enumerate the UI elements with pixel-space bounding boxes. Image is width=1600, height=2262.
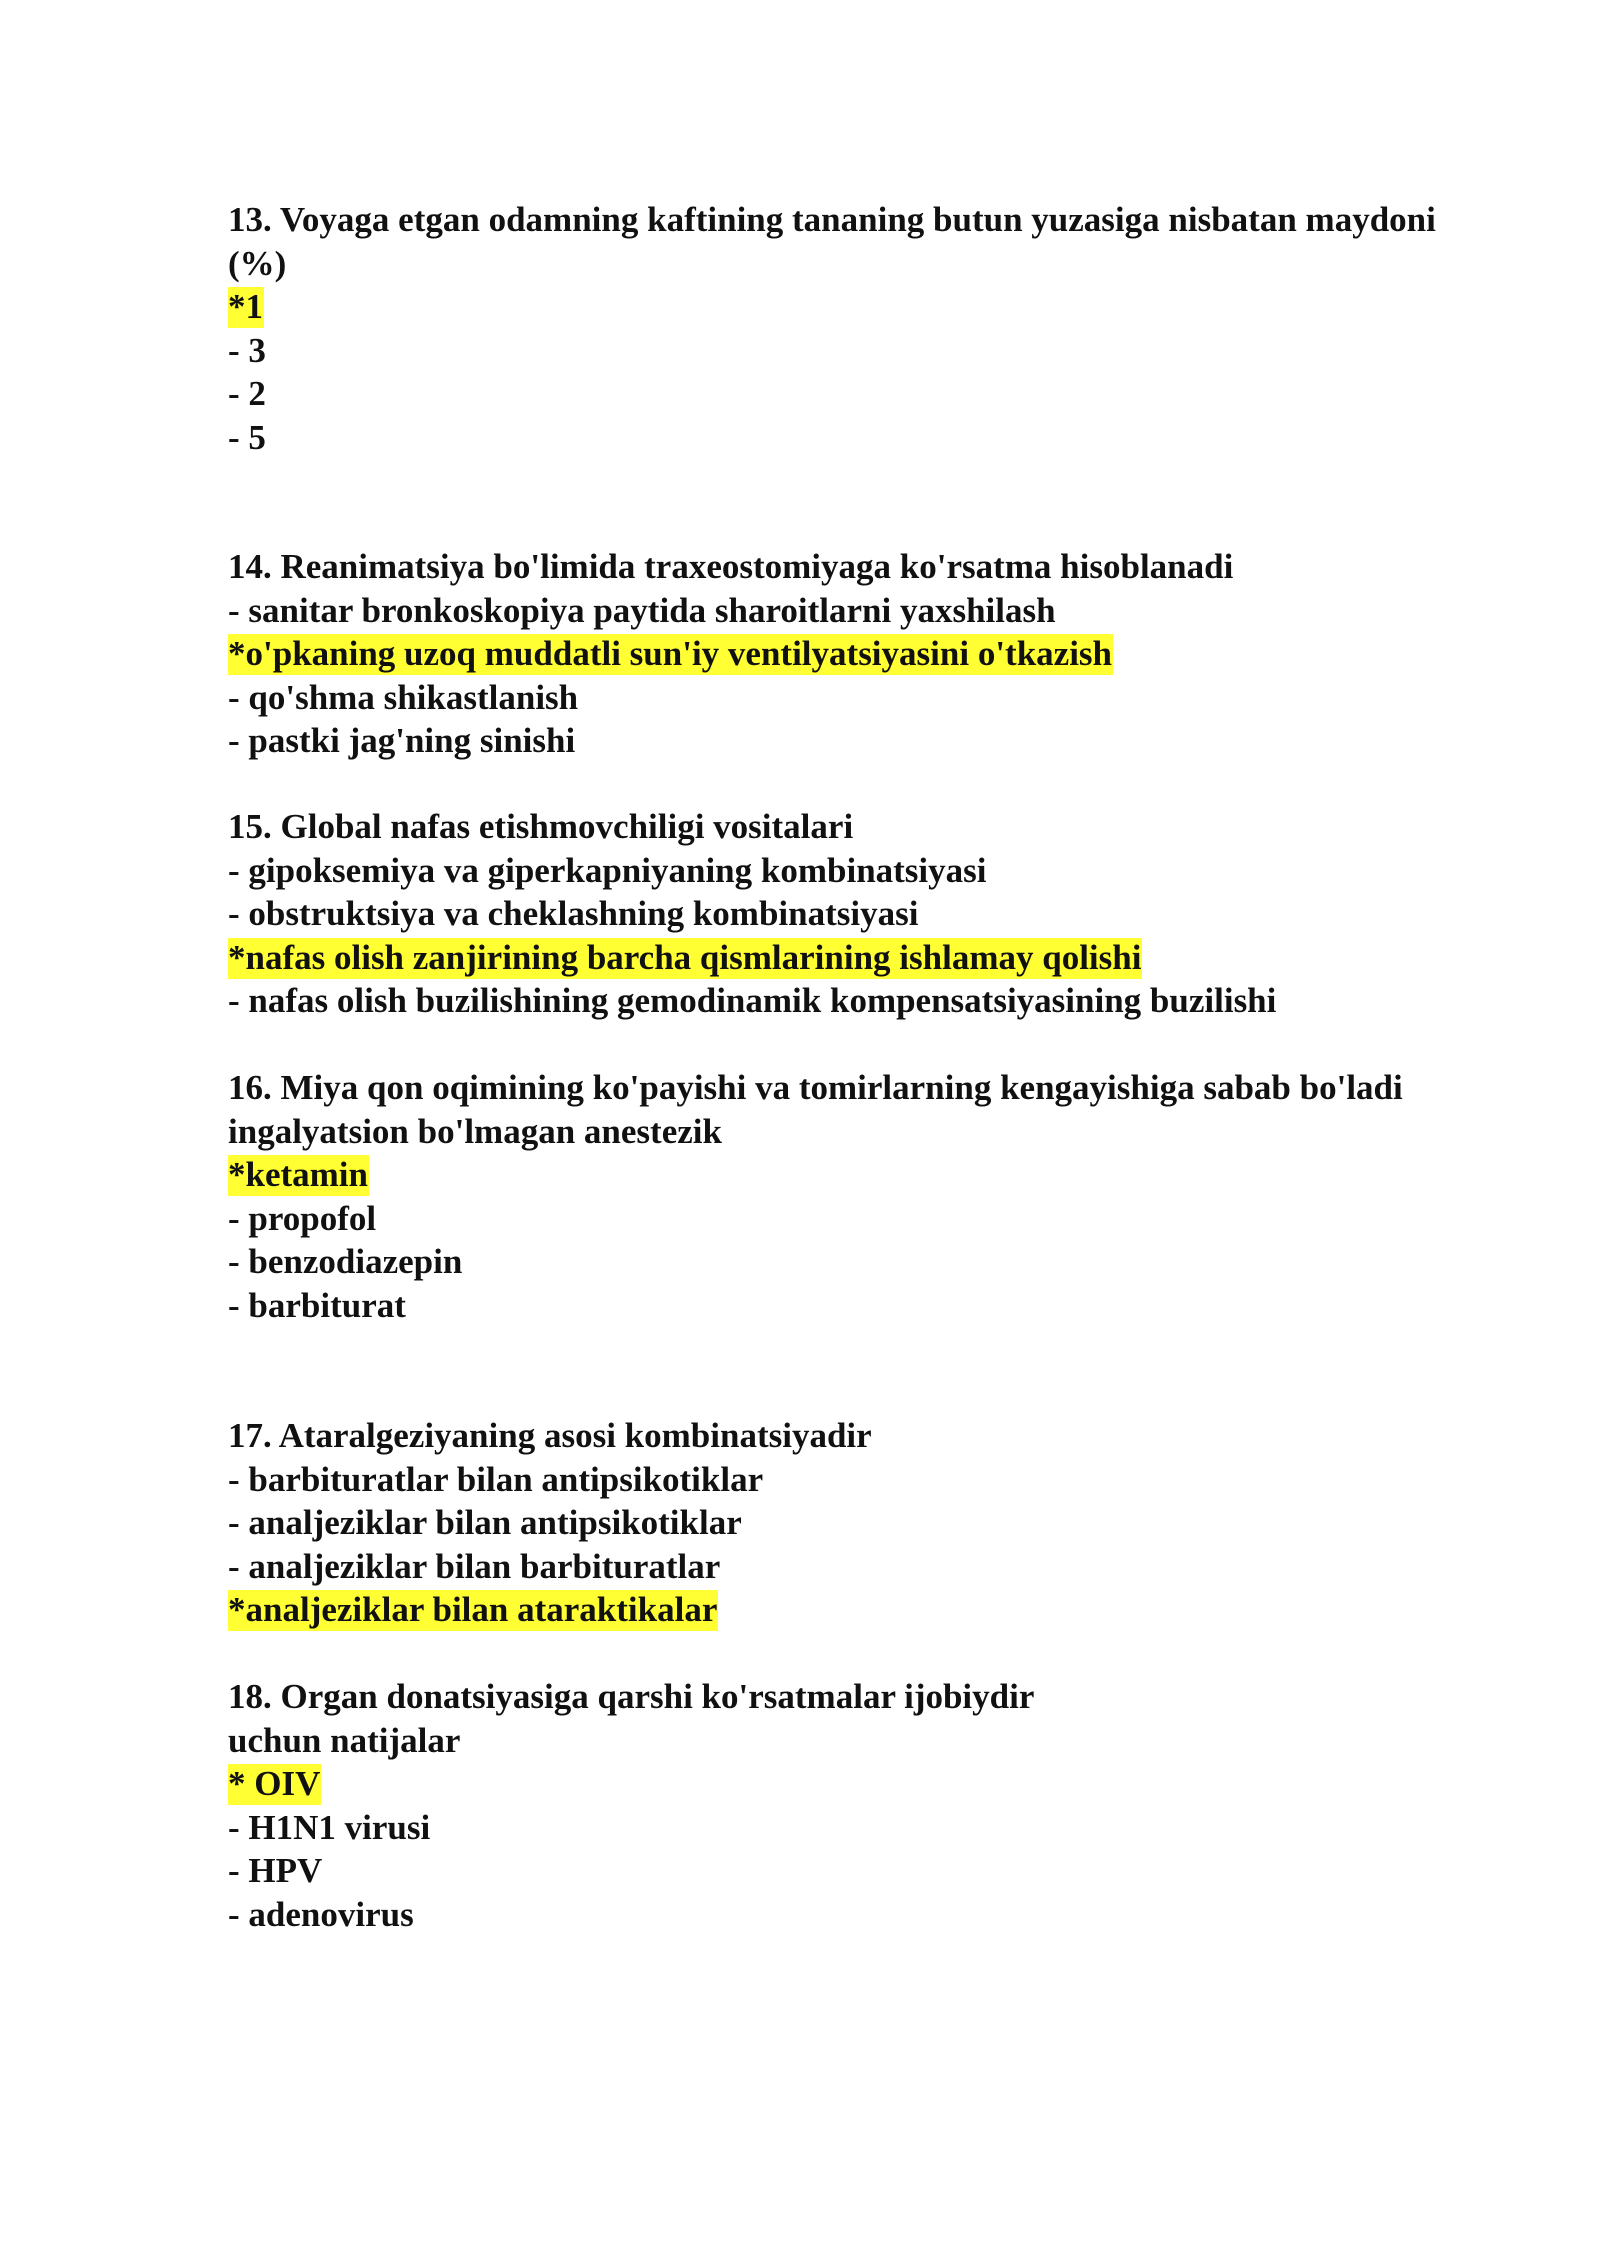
question-stem: 14. Reanimatsiya bo'limida traxeostomiyaga ko'rsatma hisoblanadi [228, 547, 1234, 586]
answer-option-correct [228, 285, 1488, 329]
answer-option: - 3 [228, 330, 266, 370]
question-stem: 18. Organ donatsiyasiga qarshi ko'rsatmalar ijobiydir [228, 1677, 1035, 1716]
answer-option: - 2 [228, 374, 266, 414]
question-16 [228, 1066, 1488, 1328]
answer-option: - qo'shma shikastlanish [228, 677, 579, 717]
answer-option-correct [228, 1588, 1488, 1632]
question-15 [228, 805, 1488, 1023]
answer-option: - benzodiazepin [228, 1242, 463, 1282]
answer-option: - analjeziklar bilan barbituratlar [228, 1546, 721, 1586]
question-stem-extra: uchun natijalar [228, 1720, 461, 1760]
answer-option: - pastki jag'ning sinishi [228, 721, 576, 761]
answer-option: - gipoksemiya va giperkapniyaning kombinatsiyasi [228, 850, 987, 890]
question-14 [228, 545, 1488, 763]
answer-highlight: *o'pkaning uzoq muddatli sun'iy ventilyatsiyasini o'tkazish [228, 634, 1113, 674]
answer-highlight: *ketamin [228, 1155, 368, 1195]
answer-option: - analjeziklar bilan antipsikotiklar [228, 1503, 742, 1543]
answer-option-correct [228, 1153, 1488, 1197]
answer-option: - adenovirus [228, 1894, 414, 1934]
answer-option: - barbiturat [228, 1285, 406, 1325]
answer-highlight: *analjeziklar bilan ataraktikalar [228, 1590, 718, 1630]
question-stem: 17. Ataralgeziyaning asosi kombinatsiyadir [228, 1416, 872, 1455]
answer-option: - 5 [228, 417, 266, 457]
answer-option: - H1N1 virusi [228, 1807, 431, 1847]
answer-option-correct [228, 1762, 1488, 1806]
question-stem-extra: (%) [228, 243, 287, 283]
answer-option: - propofol [228, 1198, 377, 1238]
question-17 [228, 1414, 1488, 1632]
answer-option: - barbituratlar bilan antipsikotiklar [228, 1459, 764, 1499]
answer-highlight: *1 [228, 287, 263, 327]
question-stem: 16. Miya qon oqimining ko'payishi va tomirlarning kengayishiga sabab bo'ladi [228, 1068, 1403, 1107]
answer-highlight: * OIV [228, 1764, 321, 1804]
question-13 [228, 198, 1488, 460]
question-stem: 13. Voyaga etgan odamning kaftining tananing butun yuzasiga nisbatan maydoni [228, 200, 1436, 239]
answer-highlight: *nafas olish zanjirining barcha qismlarining ishlamay qolishi [228, 937, 1142, 977]
answer-option: - HPV [228, 1851, 323, 1891]
answer-option: - obstruktsiya va cheklashning kombinatsiyasi [228, 894, 919, 934]
answer-option: - nafas olish buzilishining gemodinamik kompensatsiyasining buzilishi [228, 981, 1277, 1021]
question-18 [228, 1675, 1488, 1937]
question-stem: 15. Global nafas etishmovchiligi vositalari [228, 807, 854, 846]
question-stem-extra: ingalyatsion bo'lmagan anestezik [228, 1111, 722, 1151]
answer-option: - sanitar bronkoskopiya paytida sharoitlarni yaxshilash [228, 590, 1056, 630]
answer-option-correct [228, 632, 1488, 676]
answer-option-correct [228, 936, 1488, 980]
